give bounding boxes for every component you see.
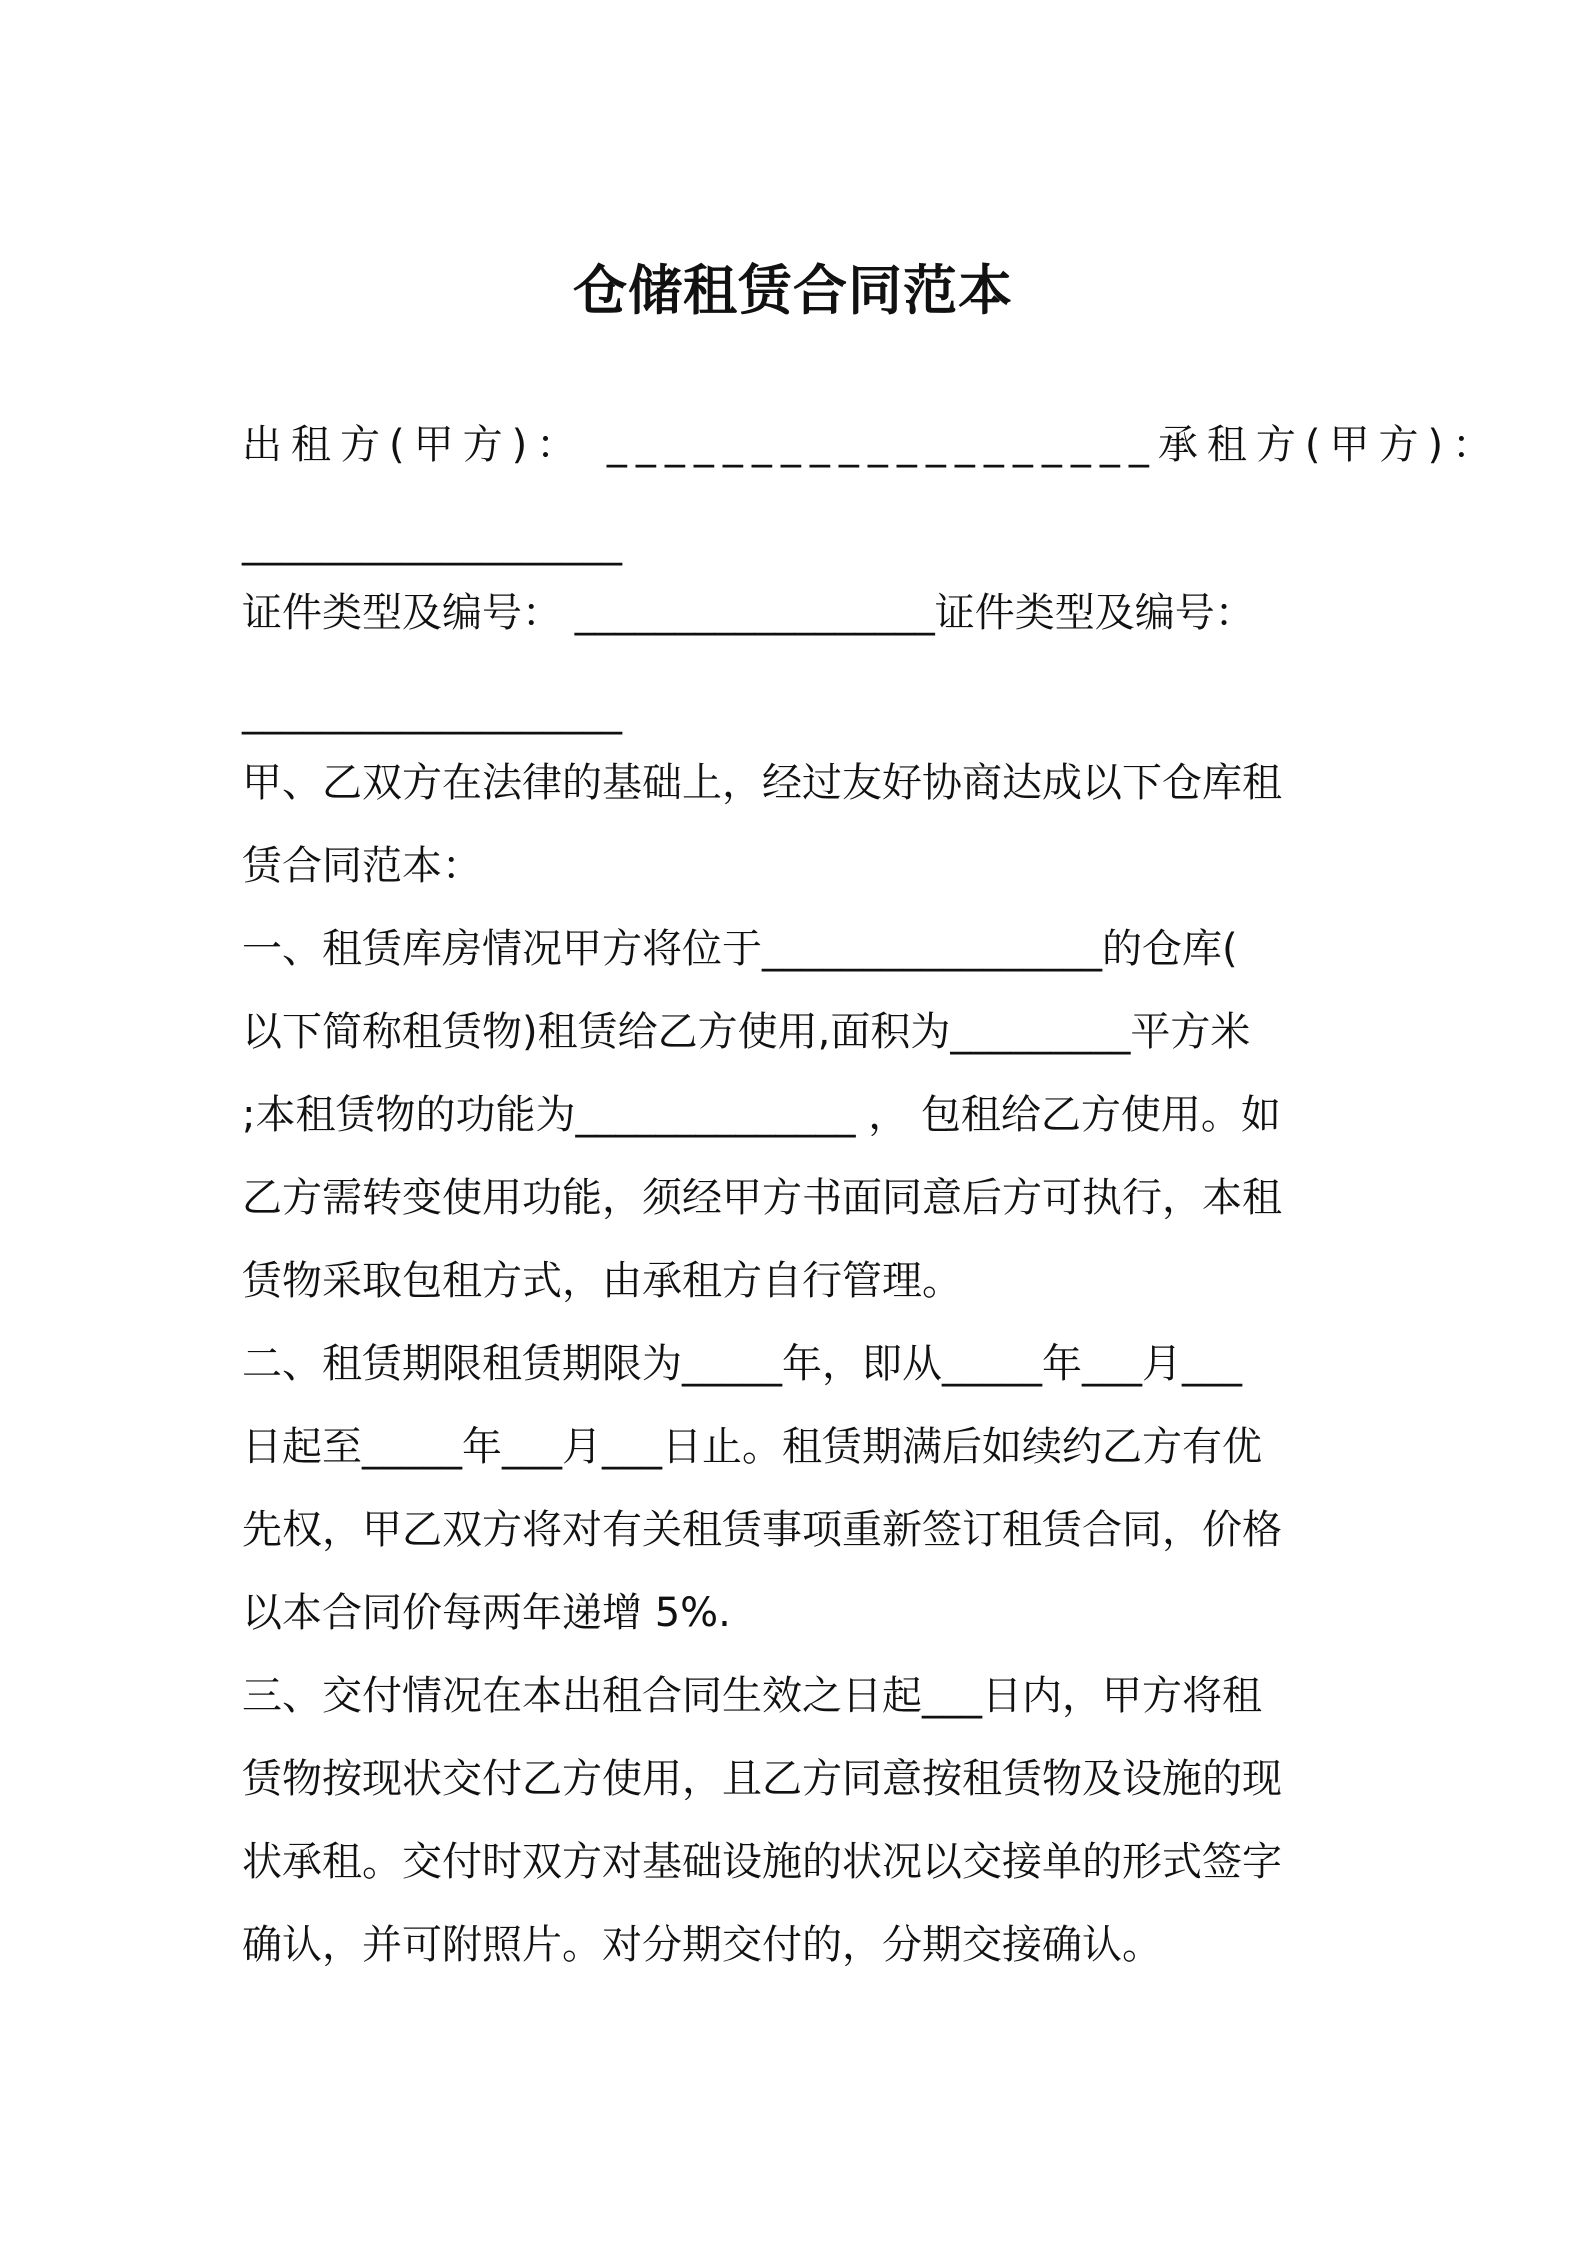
id-type-line: 证件类型及编号： __________________证件类型及编号： [242, 590, 1255, 636]
clause-2-line-1: 二、租赁期限租赁期限为_____年，即从_____年___月___ [242, 1341, 1242, 1387]
clause-3-line-4: 确认，并可附照片。对分期交付的，分期交接确认。 [242, 1922, 1162, 1968]
clause-2-line-3: 先权，甲乙双方将对有关租赁事项重新签订租赁合同，价格 [242, 1507, 1282, 1553]
clause-3-line-1: 三、交付情况在本出租合同生效之日起___日内，甲方将租 [242, 1673, 1262, 1719]
lessor-lessee-line: 出租方(甲方)： ___________________承租方(甲方)： [242, 422, 1502, 468]
clause-1-line-2: 以下简称租赁物)租赁给乙方使用,面积为_________平方米 [242, 1009, 1251, 1055]
clause-1-line-4: 乙方需转变使用功能，须经甲方书面同意后方可执行，本租 [242, 1175, 1282, 1221]
clause-1-line-5: 赁物采取包租方式，由承租方自行管理。 [242, 1258, 962, 1304]
clause-3-line-2: 赁物按现状交付乙方使用，且乙方同意按租赁物及设施的现 [242, 1756, 1282, 1802]
clause-2-line-4: 以本合同价每两年递增 5%. [242, 1590, 731, 1636]
preamble-line-2: 赁合同范本： [242, 843, 482, 889]
lessee-name-blank: ___________________ [242, 520, 622, 566]
id-number-blank: ___________________ [242, 689, 622, 735]
clause-3-line-3: 状承租。交付时双方对基础设施的状况以交接单的形式签字 [242, 1839, 1282, 1885]
clause-1-line-3: ;本租赁物的功能为______________ ， 包租给乙方使用。如 [242, 1092, 1281, 1138]
document-title: 仓储租赁合同范本 [573, 259, 1013, 322]
preamble-line-1: 甲、乙双方在法律的基础上，经过友好协商达成以下仓库租 [242, 760, 1282, 806]
clause-1-line-1: 一、租赁库房情况甲方将位于_________________的仓库( [242, 926, 1238, 972]
clause-2-line-2: 日起至_____年___月___日止。租赁期满后如续约乙方有优 [242, 1424, 1262, 1470]
